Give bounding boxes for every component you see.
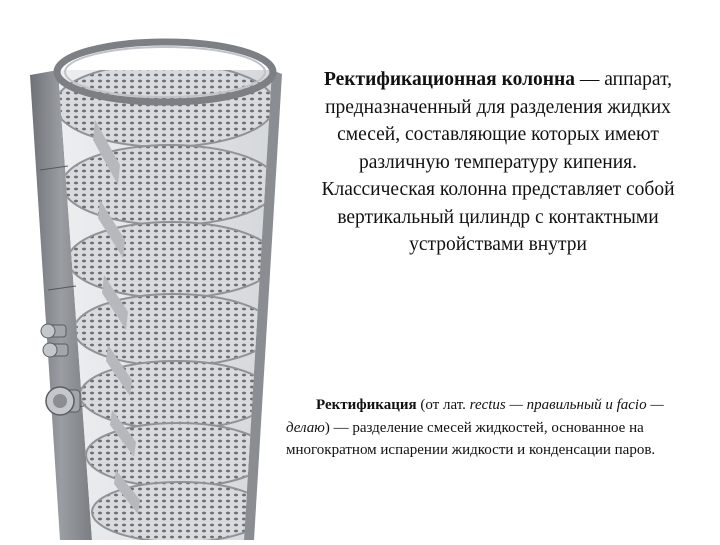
- rectification-definition: [286, 394, 696, 462]
- nozzle-large: [46, 387, 80, 415]
- nozzle-small-1: [41, 324, 66, 338]
- etymology-latin2: facio: [616, 397, 647, 413]
- etymology-latin1: rectus: [469, 397, 506, 413]
- etymology-gloss1: правильный: [526, 397, 602, 413]
- etymology-term: Ректификация: [316, 397, 417, 413]
- etymology-part1: (от лат.: [416, 397, 470, 413]
- etymology-dash1: —: [505, 397, 527, 413]
- distillation-column-illustration: [0, 0, 300, 540]
- definition-term: Ректификационная колонна: [323, 69, 575, 90]
- distillation-column-icon: [0, 0, 300, 540]
- etymology-rest: ) — разделение смесей жидкостей, основанное на многократном испарении жидкости и конденсации паров.: [286, 419, 656, 458]
- definition-text: — аппарат, предназначенный для разделения жидких смесей, составляющие которых имеют различную температуру кипения. Классическая колонна представляет собой вертикальный цилиндр с контактными устройствами внутри: [321, 69, 675, 255]
- nozzle-small-2: [43, 343, 68, 357]
- etymology-gloss2: делаю: [286, 419, 325, 436]
- column-definition: [308, 66, 688, 259]
- etymology-and: и: [601, 397, 617, 413]
- etymology-dash2: —: [646, 397, 664, 413]
